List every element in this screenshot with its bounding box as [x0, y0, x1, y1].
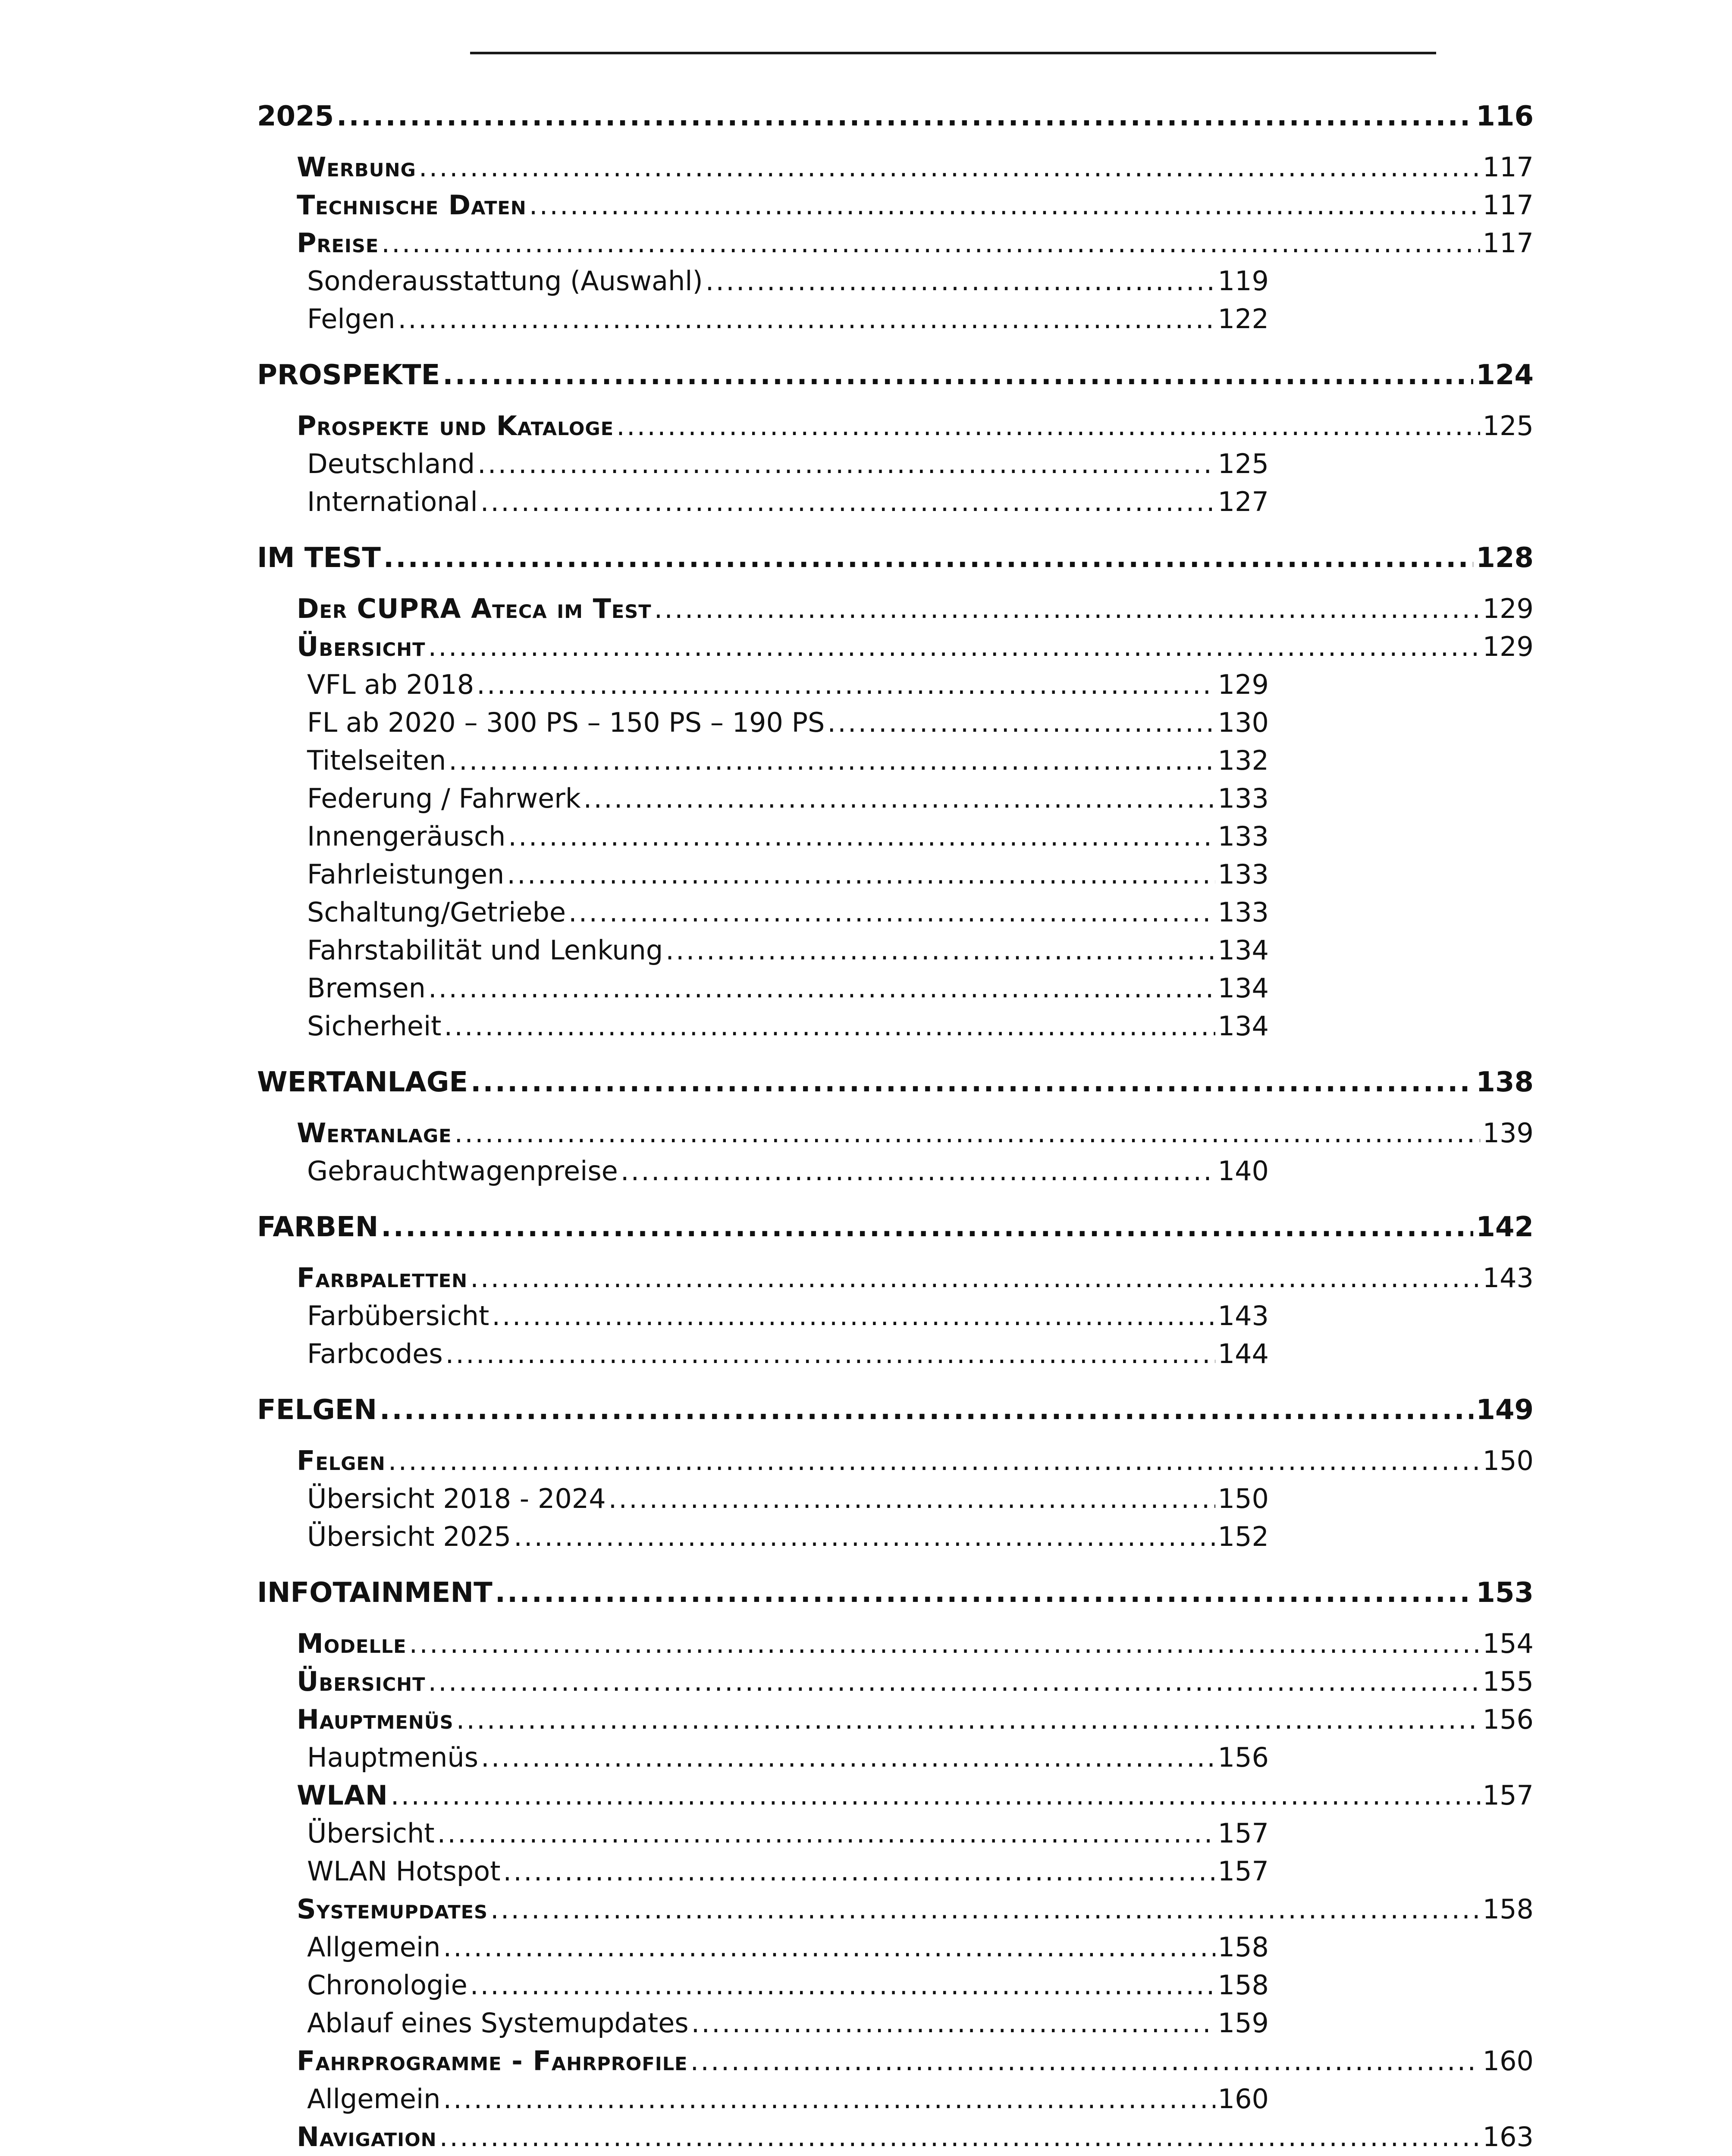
- dot-leader: [495, 1571, 1474, 1614]
- subsection-title: Allgemein: [307, 1931, 441, 1963]
- toc-subsection-entry[interactable]: [307, 893, 1269, 931]
- subsection-page-number: 134: [1217, 934, 1269, 966]
- chapter-title: WERTANLAGE: [257, 1066, 468, 1098]
- dot-leader: [437, 1814, 1215, 1852]
- header-rule: [470, 52, 1436, 54]
- toc-subsection-entry[interactable]: [307, 818, 1269, 856]
- subsection-title: Innengeräusch: [307, 821, 506, 852]
- subsection-title: Farbcodes: [307, 1338, 443, 1369]
- toc-chapter-entry[interactable]: [257, 354, 1534, 397]
- subsection-title: Fahrstabilität und Lenkung: [307, 934, 663, 966]
- subsection-page-number: 157: [1217, 1818, 1269, 1849]
- chapter-page-number: 138: [1476, 1066, 1534, 1098]
- section-page-number: 125: [1482, 410, 1534, 442]
- dot-leader: [568, 893, 1215, 931]
- dot-leader: [507, 856, 1215, 893]
- dot-leader: [827, 704, 1215, 742]
- subsection-page-number: 152: [1217, 1521, 1269, 1552]
- toc-section-entry[interactable]: [297, 590, 1534, 628]
- toc-section-entry[interactable]: [297, 407, 1534, 445]
- subsection-page-number: 134: [1217, 972, 1269, 1004]
- dot-leader: [336, 95, 1473, 138]
- section-page-number: 143: [1482, 1262, 1534, 1294]
- toc-section-entry[interactable]: [297, 2118, 1534, 2156]
- chapter-page-number: 153: [1476, 1577, 1534, 1609]
- section-title: Wertanlage: [297, 1117, 452, 1149]
- subsection-page-number: 132: [1217, 745, 1269, 776]
- dot-leader: [690, 2042, 1480, 2080]
- dot-leader: [481, 1739, 1215, 1777]
- toc-chapter-entry[interactable]: [257, 1061, 1534, 1104]
- toc-subsection-entry[interactable]: [307, 1814, 1269, 1852]
- chapter-title: PROSPEKTE: [257, 359, 440, 391]
- toc-subsection-entry[interactable]: [307, 262, 1269, 300]
- toc-subsection-entry[interactable]: [307, 1335, 1269, 1373]
- section-page-number: 163: [1482, 2121, 1534, 2153]
- dot-leader: [492, 1297, 1215, 1335]
- dot-leader: [443, 1928, 1215, 1966]
- chapter-title: IM TEST: [257, 542, 381, 574]
- toc-subsection-entry[interactable]: [307, 1007, 1269, 1045]
- subsection-title: Chronologie: [307, 1969, 468, 2001]
- dot-leader: [381, 224, 1480, 262]
- chapter-page-number: 142: [1476, 1211, 1534, 1243]
- section-page-number: 157: [1482, 1780, 1534, 1811]
- subsection-title: Bremsen: [307, 972, 426, 1004]
- toc-subsection-entry[interactable]: [307, 704, 1269, 742]
- toc-chapter-entry[interactable]: [257, 1206, 1534, 1249]
- section-title: Technische Daten: [297, 189, 527, 221]
- toc-subsection-entry[interactable]: [307, 300, 1269, 338]
- toc-subsection-entry[interactable]: [307, 1966, 1269, 2004]
- dot-leader: [455, 1114, 1480, 1152]
- subsection-title: Farbübersicht: [307, 1300, 489, 1332]
- dot-leader: [529, 186, 1480, 224]
- subsection-page-number: 158: [1217, 1969, 1269, 2001]
- section-title: Systemupdates: [297, 1893, 488, 1925]
- dot-leader: [616, 407, 1480, 445]
- subsection-title: Gebrauchtwagenpreise: [307, 1155, 618, 1187]
- subsection-title: Titelseiten: [307, 745, 446, 776]
- subsection-title: Fahrleistungen: [307, 859, 505, 890]
- chapter-title: INFOTAINMENT: [257, 1577, 493, 1609]
- dot-leader: [439, 2118, 1480, 2156]
- toc-subsection-entry[interactable]: [307, 931, 1269, 969]
- section-title: Modelle: [297, 1628, 407, 1659]
- toc-section-entry[interactable]: [297, 186, 1534, 224]
- section-title: Navigation: [297, 2121, 437, 2153]
- section-title: Felgen: [297, 1445, 386, 1476]
- chapter-page-number: 149: [1476, 1394, 1534, 1426]
- toc-section-entry[interactable]: [297, 2042, 1534, 2080]
- toc-chapter-entry[interactable]: [257, 536, 1534, 580]
- section-page-number: 154: [1482, 1628, 1534, 1659]
- section-title: Hauptmenüs: [297, 1704, 454, 1735]
- chapter-page-number: 116: [1476, 100, 1534, 132]
- dot-leader: [380, 1388, 1473, 1432]
- dot-leader: [449, 742, 1215, 780]
- dot-leader: [503, 1852, 1215, 1890]
- subsection-title: Schaltung/Getriebe: [307, 896, 566, 928]
- subsection-page-number: 130: [1217, 707, 1269, 738]
- subsection-title: International: [307, 486, 478, 517]
- dot-leader: [470, 1966, 1215, 2004]
- toc-section-entry[interactable]: [297, 1259, 1534, 1297]
- dot-leader: [490, 1890, 1480, 1928]
- toc-subsection-entry[interactable]: [307, 1928, 1269, 1966]
- dot-leader: [409, 1625, 1480, 1663]
- subsection-title: WLAN Hotspot: [307, 1855, 501, 1887]
- dot-leader: [514, 1518, 1215, 1556]
- section-title: Farbpaletten: [297, 1262, 468, 1294]
- section-page-number: 117: [1482, 227, 1534, 259]
- subsection-title: Allgemein: [307, 2083, 441, 2115]
- toc-section-entry[interactable]: [297, 1442, 1534, 1480]
- toc-chapter-entry[interactable]: [257, 1388, 1534, 1432]
- section-page-number: 117: [1482, 151, 1534, 183]
- toc-section-entry[interactable]: [297, 1777, 1534, 1814]
- dot-leader: [477, 666, 1215, 704]
- section-title: Prospekte und Kataloge: [297, 410, 614, 442]
- subsection-page-number: 143: [1217, 1300, 1269, 1332]
- subsection-page-number: 129: [1217, 669, 1269, 700]
- section-page-number: 117: [1482, 189, 1534, 221]
- toc-section-entry[interactable]: [297, 148, 1534, 186]
- subsection-title: Federung / Fahrwerk: [307, 783, 581, 814]
- dot-leader: [388, 1442, 1480, 1480]
- subsection-page-number: 119: [1217, 265, 1269, 297]
- dot-leader: [508, 818, 1215, 856]
- section-page-number: 129: [1482, 593, 1534, 624]
- subsection-page-number: 144: [1217, 1338, 1269, 1369]
- toc-section-entry[interactable]: [297, 628, 1534, 666]
- dot-leader: [428, 969, 1215, 1007]
- table-of-contents: [257, 95, 1534, 2156]
- dot-leader: [691, 2004, 1215, 2042]
- chapter-title: 2025: [257, 100, 334, 132]
- dot-leader: [609, 1480, 1215, 1518]
- dot-leader: [446, 1335, 1215, 1373]
- toc-subsection-entry[interactable]: [307, 1297, 1269, 1335]
- section-title: Fahrprogramme - Fahrprofile: [297, 2045, 688, 2077]
- toc-subsection-entry[interactable]: [307, 1480, 1269, 1518]
- subsection-page-number: 133: [1217, 896, 1269, 928]
- subsection-title: Sicherheit: [307, 1010, 442, 1042]
- dot-leader: [456, 1701, 1480, 1739]
- section-title: Der CUPRA Ateca im Test: [297, 593, 652, 624]
- dot-leader: [419, 148, 1480, 186]
- chapter-title: FARBEN: [257, 1211, 379, 1243]
- subsection-title: Übersicht 2025: [307, 1521, 511, 1552]
- toc-section-entry[interactable]: [297, 1890, 1534, 1928]
- toc-subsection-entry[interactable]: [307, 483, 1269, 521]
- toc-chapter-entry[interactable]: [257, 95, 1534, 138]
- dot-leader: [477, 445, 1215, 483]
- section-title: WLAN: [297, 1780, 388, 1811]
- section-page-number: 155: [1482, 1666, 1534, 1697]
- subsection-title: Hauptmenüs: [307, 1742, 479, 1773]
- toc-chapter-entry[interactable]: [257, 1571, 1534, 1614]
- dot-leader: [584, 780, 1215, 818]
- subsection-page-number: 158: [1217, 1931, 1269, 1963]
- subsection-page-number: 160: [1217, 2083, 1269, 2115]
- dot-leader: [443, 2080, 1215, 2118]
- subsection-page-number: 125: [1217, 448, 1269, 479]
- subsection-page-number: 150: [1217, 1483, 1269, 1514]
- subsection-page-number: 122: [1217, 303, 1269, 335]
- dot-leader: [398, 300, 1215, 338]
- toc-subsection-entry[interactable]: [307, 445, 1269, 483]
- toc-section-entry[interactable]: [297, 224, 1534, 262]
- dot-leader: [665, 931, 1215, 969]
- dot-leader: [471, 1061, 1473, 1104]
- toc-subsection-entry[interactable]: [307, 1852, 1269, 1890]
- toc-subsection-entry[interactable]: [307, 1152, 1269, 1190]
- section-page-number: 129: [1482, 631, 1534, 662]
- toc-subsection-entry[interactable]: [307, 742, 1269, 780]
- subsection-page-number: 159: [1217, 2007, 1269, 2039]
- subsection-title: FL ab 2020 – 300 PS – 150 PS – 190 PS: [307, 707, 825, 738]
- chapter-page-number: 128: [1476, 542, 1534, 574]
- dot-leader: [442, 354, 1473, 397]
- dot-leader: [470, 1259, 1480, 1297]
- toc-section-entry[interactable]: [297, 1701, 1534, 1739]
- dot-leader: [480, 483, 1215, 521]
- toc-subsection-entry[interactable]: [307, 1518, 1269, 1556]
- section-title: Preise: [297, 227, 379, 259]
- subsection-title: Übersicht 2018 - 2024: [307, 1483, 606, 1514]
- subsection-page-number: 157: [1217, 1855, 1269, 1887]
- section-title: Übersicht: [297, 1666, 426, 1697]
- toc-subsection-entry[interactable]: [307, 2080, 1269, 2118]
- dot-leader: [654, 590, 1480, 628]
- toc-section-entry[interactable]: [297, 1114, 1534, 1152]
- toc-subsection-entry[interactable]: [307, 856, 1269, 893]
- subsection-page-number: 134: [1217, 1010, 1269, 1042]
- section-page-number: 160: [1482, 2045, 1534, 2077]
- subsection-title: Ablauf eines Systemupdates: [307, 2007, 689, 2039]
- toc-subsection-entry[interactable]: [307, 1739, 1269, 1777]
- subsection-page-number: 140: [1217, 1155, 1269, 1187]
- subsection-page-number: 133: [1217, 821, 1269, 852]
- toc-subsection-entry[interactable]: [307, 2004, 1269, 2042]
- subsection-title: Übersicht: [307, 1818, 435, 1849]
- dot-leader: [444, 1007, 1215, 1045]
- subsection-title: Deutschland: [307, 448, 475, 479]
- dot-leader: [621, 1152, 1215, 1190]
- dot-leader: [428, 1663, 1480, 1701]
- dot-leader: [383, 536, 1474, 580]
- subsection-title: Sonderausstattung (Auswahl): [307, 265, 703, 297]
- section-page-number: 150: [1482, 1445, 1534, 1476]
- section-page-number: 158: [1482, 1893, 1534, 1925]
- toc-section-entry[interactable]: [297, 1663, 1534, 1701]
- toc-subsection-entry[interactable]: [307, 969, 1269, 1007]
- toc-subsection-entry[interactable]: [307, 780, 1269, 818]
- dot-leader: [381, 1206, 1473, 1249]
- subsection-page-number: 133: [1217, 783, 1269, 814]
- dot-leader: [706, 262, 1215, 300]
- section-title: Werbung: [297, 151, 416, 183]
- section-page-number: 139: [1482, 1117, 1534, 1149]
- subsection-page-number: 156: [1217, 1742, 1269, 1773]
- subsection-title: Felgen: [307, 303, 395, 335]
- chapter-title: FELGEN: [257, 1394, 377, 1426]
- toc-subsection-entry[interactable]: [307, 666, 1269, 704]
- dot-leader: [428, 628, 1480, 666]
- subsection-page-number: 133: [1217, 859, 1269, 890]
- section-page-number: 156: [1482, 1704, 1534, 1735]
- subsection-title: VFL ab 2018: [307, 669, 474, 700]
- section-title: Übersicht: [297, 631, 426, 662]
- dot-leader: [391, 1777, 1480, 1814]
- toc-section-entry[interactable]: [297, 1625, 1534, 1663]
- subsection-page-number: 127: [1217, 486, 1269, 517]
- chapter-page-number: 124: [1476, 359, 1534, 391]
